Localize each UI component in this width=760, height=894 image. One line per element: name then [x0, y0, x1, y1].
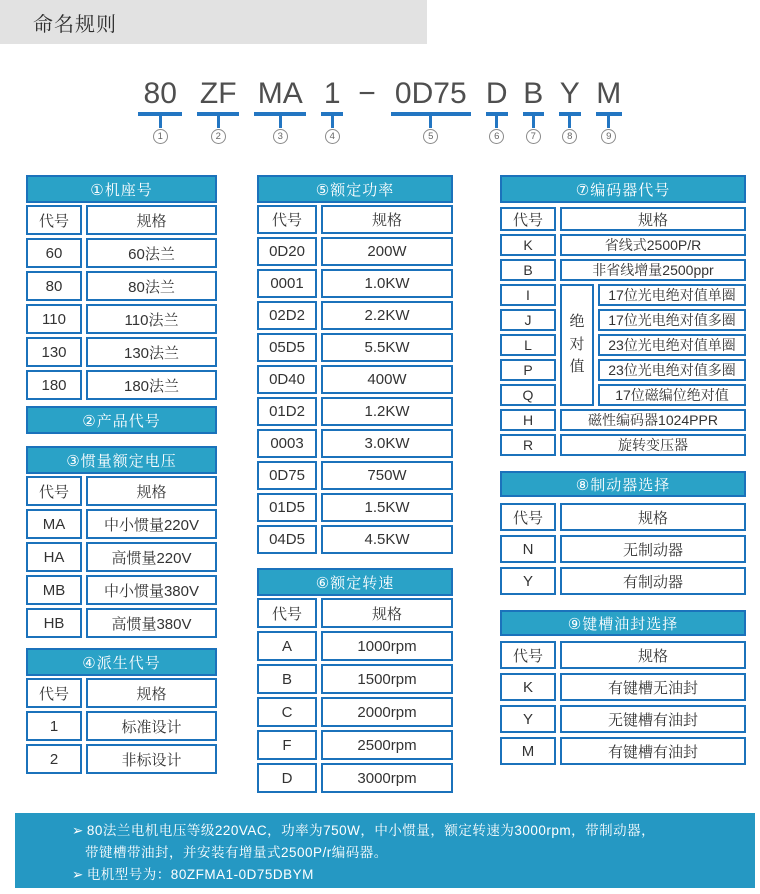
code-cell: 04D5	[257, 525, 317, 554]
table-row	[500, 705, 746, 733]
col-header-code: 代号	[500, 503, 556, 531]
col-header-spec: 规格	[86, 476, 217, 506]
code-cell: Y	[500, 567, 556, 595]
col-header-spec: 规格	[321, 205, 453, 234]
code-cell: R	[500, 434, 556, 456]
table-row	[26, 271, 217, 301]
footer-line-2	[72, 842, 755, 864]
absolute-code-column	[500, 284, 556, 406]
code-cell: Q	[500, 384, 556, 406]
model-segment-7	[523, 78, 544, 144]
spec-cell: 2000rpm	[321, 697, 453, 727]
code-cell: C	[257, 697, 317, 727]
code-cell: 0D40	[257, 365, 317, 394]
dash-text: −	[358, 77, 376, 110]
code-cell: 01D5	[257, 493, 317, 522]
code-cell: I	[500, 284, 556, 306]
right-column	[500, 175, 746, 765]
encoder-full-rows-top	[500, 234, 746, 281]
model-segment-8	[559, 78, 581, 144]
circled-number-icon: 4	[325, 129, 340, 144]
speed-table	[257, 598, 453, 793]
table-row	[257, 301, 453, 330]
footer-line-3	[72, 864, 755, 886]
code-cell: Y	[500, 705, 556, 733]
table-row	[257, 493, 453, 522]
table-row	[257, 237, 453, 266]
table-header-derive: ④派生代号	[26, 648, 217, 676]
table-row	[26, 337, 217, 367]
circled-number-icon: 2	[211, 129, 226, 144]
table-row	[500, 641, 746, 669]
spec-cell: 2500rpm	[321, 730, 453, 760]
spec-cell: 750W	[321, 461, 453, 490]
code-cell: L	[500, 334, 556, 356]
spec-cell: 110法兰	[86, 304, 217, 334]
table-row	[26, 678, 217, 708]
segment-text: 0D75	[394, 77, 467, 110]
code-cell: HA	[26, 542, 82, 572]
spec-cell: 中小惯量220V	[86, 509, 217, 539]
code-cell: 02D2	[257, 301, 317, 330]
code-cell: 0D20	[257, 237, 317, 266]
code-cell: N	[500, 535, 556, 563]
footer-text-1: 80法兰电机电压等级220VAC，功率为750W，中小惯量，额定转速为3000rpm，带制动器，	[86, 823, 656, 838]
absolute-spec-column	[598, 284, 746, 406]
spec-cell: 有键槽无油封	[560, 673, 746, 701]
code-cell: HB	[26, 608, 82, 638]
footer-note	[15, 813, 755, 888]
table-row	[26, 304, 217, 334]
circled-number-icon: 9	[601, 129, 616, 144]
model-segment-6	[486, 78, 508, 144]
footer-text-3: 电机型号为：80ZFMA1-0D75DBYM	[86, 867, 314, 882]
connector-line	[217, 116, 220, 128]
col-header-spec: 规格	[321, 598, 453, 628]
table-row	[500, 567, 746, 595]
code-cell: 2	[26, 744, 82, 774]
spec-cell: 5.5KW	[321, 333, 453, 362]
spec-cell: 3.0KW	[321, 429, 453, 458]
spec-cell: 200W	[321, 237, 453, 266]
absolute-value-label: 绝对值	[569, 313, 585, 376]
spec-cell: 非省线增量2500ppr	[560, 259, 746, 281]
encoder-table-top	[500, 207, 746, 231]
code-cell: B	[257, 664, 317, 694]
table-row	[257, 730, 453, 760]
table-row	[26, 370, 217, 400]
derive-table	[26, 678, 217, 774]
code-cell: MB	[26, 575, 82, 605]
code-cell: 180	[26, 370, 82, 400]
segment-text: Y	[559, 77, 580, 110]
table-row	[26, 744, 217, 774]
table-row	[500, 434, 746, 456]
table-row	[500, 535, 746, 563]
table-row	[500, 503, 746, 531]
circled-number-icon: 8	[562, 129, 577, 144]
spec-cell: 非标设计	[86, 744, 217, 774]
spec-cell: 1.0KW	[321, 269, 453, 298]
absolute-value-merged-cell	[560, 284, 594, 406]
encoder-absolute-group	[500, 284, 746, 406]
table-row	[26, 608, 217, 638]
code-cell: 130	[26, 337, 82, 367]
col-header-spec: 规格	[86, 678, 217, 708]
code-cell: D	[257, 763, 317, 793]
connector-line	[532, 116, 535, 128]
spec-cell: 1000rpm	[321, 631, 453, 661]
connector-line	[607, 116, 610, 128]
model-segment-3	[254, 78, 306, 144]
table-row	[257, 664, 453, 694]
segment-text: MA	[257, 77, 303, 110]
spec-cell: 2.2KW	[321, 301, 453, 330]
spec-cell: 1.5KW	[321, 493, 453, 522]
col-header-code: 代号	[26, 678, 82, 708]
spec-cell: 无制动器	[560, 535, 746, 563]
middle-column	[257, 175, 453, 793]
code-cell: 0001	[257, 269, 317, 298]
spec-cell: 3000rpm	[321, 763, 453, 793]
brake-table	[500, 503, 746, 595]
spec-cell: 中小惯量380V	[86, 575, 217, 605]
spec-cell: 有制动器	[560, 567, 746, 595]
table-row	[257, 397, 453, 426]
table-row	[257, 429, 453, 458]
code-cell: 0003	[257, 429, 317, 458]
table-row	[500, 409, 746, 431]
arrow-bullet-icon: ➢	[72, 823, 84, 838]
table-row	[26, 509, 217, 539]
segment-text: 80	[143, 77, 177, 110]
table-header-encoder: ⑦编码器代号	[500, 175, 746, 203]
table-row	[257, 365, 453, 394]
table-row	[26, 542, 217, 572]
spec-cell: 高惯量380V	[86, 608, 217, 638]
table-row	[257, 333, 453, 362]
model-segment-5	[391, 78, 471, 144]
code-cell: K	[500, 673, 556, 701]
page-title-bar	[0, 0, 427, 44]
footer-line-1	[72, 820, 755, 842]
spec-cell: 23位光电绝对值多圈	[598, 359, 746, 381]
table-row	[500, 234, 746, 256]
spec-cell: 旋转变压器	[560, 434, 746, 456]
connector-line	[568, 116, 571, 128]
table-header-frame: ①机座号	[26, 175, 217, 203]
model-segment-9	[596, 78, 622, 144]
spec-cell: 1.2KW	[321, 397, 453, 426]
code-cell: B	[500, 259, 556, 281]
model-dash	[358, 78, 376, 110]
table-row	[26, 238, 217, 268]
code-cell: J	[500, 309, 556, 331]
spec-cell: 无键槽有油封	[560, 705, 746, 733]
spec-cell: 有键槽有油封	[560, 737, 746, 765]
model-code-diagram	[0, 78, 760, 144]
spec-cell: 180法兰	[86, 370, 217, 400]
spec-cell: 80法兰	[86, 271, 217, 301]
connector-line	[331, 116, 334, 128]
code-cell: 01D2	[257, 397, 317, 426]
spec-cell: 4.5KW	[321, 525, 453, 554]
table-row	[500, 737, 746, 765]
table-header-brake: ⑧制动器选择	[500, 471, 746, 497]
table-header-power: ⑤额定功率	[257, 175, 453, 203]
table-row	[257, 205, 453, 234]
col-header-code: 代号	[500, 641, 556, 669]
spec-cell: 1500rpm	[321, 664, 453, 694]
circled-number-icon: 7	[526, 129, 541, 144]
keyway-table	[500, 641, 746, 765]
connector-line	[279, 116, 282, 128]
col-header-code: 代号	[257, 598, 317, 628]
power-table	[257, 205, 453, 554]
model-segment-1	[138, 78, 182, 144]
spec-cell: 17位光电绝对值单圈	[598, 284, 746, 306]
table-row	[26, 476, 217, 506]
arrow-bullet-icon: ➢	[72, 867, 84, 882]
code-cell: 110	[26, 304, 82, 334]
inertia-table	[26, 476, 217, 638]
model-segment-4	[321, 78, 343, 144]
code-cell: 0D75	[257, 461, 317, 490]
code-cell: P	[500, 359, 556, 381]
segment-text: B	[523, 77, 544, 110]
code-cell: 1	[26, 711, 82, 741]
table-row	[257, 461, 453, 490]
table-row	[257, 763, 453, 793]
col-header-spec: 规格	[86, 205, 217, 235]
circled-number-icon: 5	[423, 129, 438, 144]
code-cell: F	[257, 730, 317, 760]
segment-text: M	[596, 77, 622, 110]
code-cell: M	[500, 737, 556, 765]
code-cell: A	[257, 631, 317, 661]
encoder-full-rows-bottom	[500, 409, 746, 456]
spec-cell: 高惯量220V	[86, 542, 217, 572]
table-row	[257, 525, 453, 554]
table-row	[500, 207, 746, 231]
table-header-speed: ⑥额定转速	[257, 568, 453, 596]
col-header-spec: 规格	[560, 641, 746, 669]
circled-number-icon: 3	[273, 129, 288, 144]
left-column	[26, 175, 217, 774]
segment-text: ZF	[199, 77, 237, 110]
col-header-code: 代号	[26, 205, 82, 235]
segment-text: 1	[323, 77, 341, 110]
spec-cell: 磁性编码器1024PPR	[560, 409, 746, 431]
spec-cell: 60法兰	[86, 238, 217, 268]
spec-cell: 400W	[321, 365, 453, 394]
col-header-code: 代号	[26, 476, 82, 506]
segment-text: D	[485, 77, 508, 110]
code-cell: 80	[26, 271, 82, 301]
code-cell: H	[500, 409, 556, 431]
code-cell: 60	[26, 238, 82, 268]
table-row	[500, 673, 746, 701]
spec-cell: 17位磁编位绝对值	[598, 384, 746, 406]
footer-text-2: 带键槽带油封，并安装有增量式2500P/r编码器。	[85, 845, 388, 860]
table-row	[257, 598, 453, 628]
circled-number-icon: 1	[153, 129, 168, 144]
table-row	[500, 259, 746, 281]
connector-line	[159, 116, 162, 128]
code-cell: MA	[26, 509, 82, 539]
connector-line	[495, 116, 498, 128]
table-row	[257, 631, 453, 661]
connector-line	[429, 116, 432, 128]
spec-cell: 23位光电绝对值单圈	[598, 334, 746, 356]
code-cell: 05D5	[257, 333, 317, 362]
spec-cell: 130法兰	[86, 337, 217, 367]
col-header-spec: 规格	[560, 503, 746, 531]
spec-cell: 省线式2500P/R	[560, 234, 746, 256]
table-row	[257, 269, 453, 298]
model-segment-2	[197, 78, 239, 144]
spec-cell: 标准设计	[86, 711, 217, 741]
col-header-code: 代号	[257, 205, 317, 234]
table-header-product: ②产品代号	[26, 406, 217, 434]
page-title: 命名规则	[33, 13, 117, 36]
col-header-code: 代号	[500, 207, 556, 231]
circled-number-icon: 6	[489, 129, 504, 144]
spec-cell: 17位光电绝对值多圈	[598, 309, 746, 331]
code-cell: K	[500, 234, 556, 256]
table-header-inertia: ③惯量额定电压	[26, 446, 217, 474]
frame-table	[26, 205, 217, 400]
col-header-spec: 规格	[560, 207, 746, 231]
table-row	[26, 575, 217, 605]
table-row	[257, 697, 453, 727]
table-row	[26, 711, 217, 741]
table-row	[26, 205, 217, 235]
table-header-keyway: ⑨键槽油封选择	[500, 610, 746, 636]
